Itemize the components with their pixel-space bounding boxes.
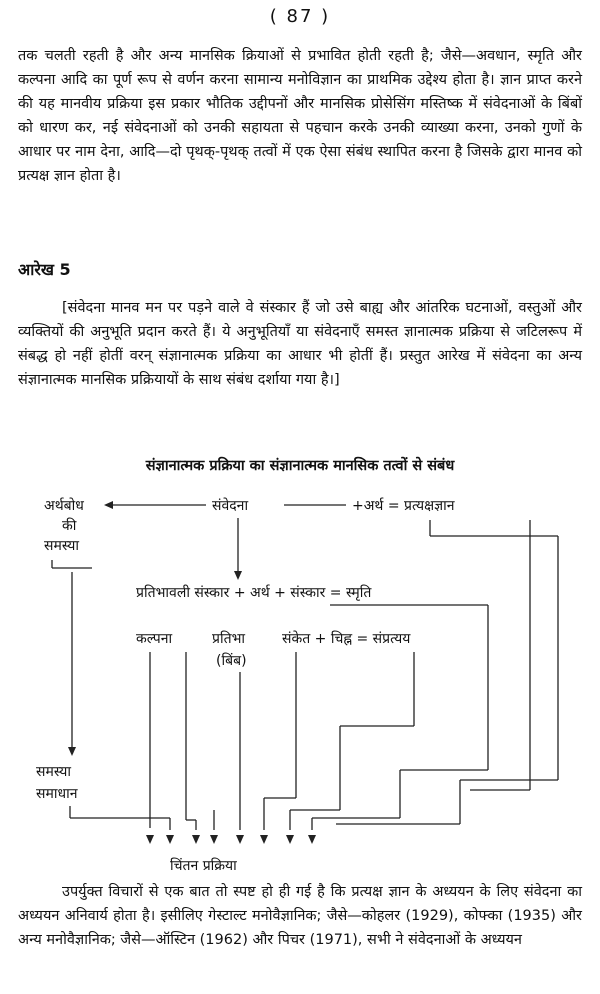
pratibha-label: प्रतिभा (212, 631, 246, 647)
row1-equation: +अर्थ = प्रत्यक्षज्ञान (352, 498, 455, 514)
bimb-label: (बिंब) (216, 653, 247, 669)
samvedana-label: संवेदना (212, 498, 249, 514)
figure-heading: आरेख 5 (18, 260, 71, 279)
chintan-label: चिंतन प्रक्रिया (170, 858, 237, 874)
paragraph-1: तक चलती रहती है और अन्य मानसिक क्रियाओं से प्रभावित होती रहती है; जैसे—अवधान, स्मृति और कल्पना आदि का पूर्ण रूप से वर्णन करना सामान्य मनोविज्ञान का प्राथमिक उद्देश्य होता है। ज्ञान प्राप्त करने की यह मानवीय प्रक्रिया इस प्रकार भौतिक उद्दीपनों और मानसिक प्रोसेसिंग मस्तिष्क में संवेदनाओं के बिंबों को धारण कर, नई संवेदनाओं को उनकी सहायता से पहचान करके उनकी व्याख्या करना, उनको गुणों के आधार पर नाम देना, आदि—दो पृथक्-पृथक् तत्वों में एक ऐसा संबंध स्थापित करना है जिसके द्वारा मानव को प्रत्यक्ष ज्ञान होता है। (18, 48, 582, 184)
kalpana-label: कल्पना (136, 631, 173, 647)
page-number: ( 87 ) (269, 6, 331, 27)
diagram-title: संज्ञानात्मक प्रक्रिया का संज्ञानात्मक मानसिक तत्वों से संबंध (145, 458, 455, 474)
cognition-diagram (0, 480, 600, 880)
samasya-label-2: समस्या (36, 764, 72, 780)
row2-equation: प्रतिभावली संस्कार + अर्थ + संस्कार = स्मृति (136, 585, 372, 601)
ki-label: की (62, 518, 77, 534)
arthbodh-label: अर्थबोध (44, 498, 84, 514)
samasya-label: समस्या (44, 538, 80, 554)
samadhan-label: समाधान (36, 786, 78, 802)
row3-equation: संकेत + चिह्न = संप्रत्यय (282, 631, 411, 647)
paragraph-2: [संवेदना मानव मन पर पड़ने वाले वे संस्कार हैं जो उसे बाह्य और आंतरिक घटनाओं, वस्तुओं और व्यक्तियों की अनुभूति प्रदान करते हैं। ये अनुभूतियाँ या संवेदनाएँ समस्त ज्ञानात्मक प्रक्रिया से जटिलरूप में संबद्ध हो नहीं होतीं वरन् संज्ञानात्मक प्रक्रिया का आधार भी होतीं हैं। प्रस्तुत आरेख में संवेदना का अन्य संज्ञानात्मक मानसिक प्रक्रियायों के साथ संबंध दर्शाया गया है।] (18, 300, 582, 388)
paragraph-3: उपर्युक्त विचारों से एक बात तो स्पष्ट हो ही गई है कि प्रत्यक्ष ज्ञान के अध्ययन के लिए संवेदना का अध्ययन अनिवार्य होता है। इसीलिए गेस्टाल्ट मनोवैज्ञानिक; जैसे—कोहलर (1929), कोफ्का (1935) और अन्य मनोवैज्ञानिक; जैसे—ऑस्टिन (1962) और पिचर (1971), सभी ने संवेदनाओं के अध्ययन (18, 884, 582, 948)
